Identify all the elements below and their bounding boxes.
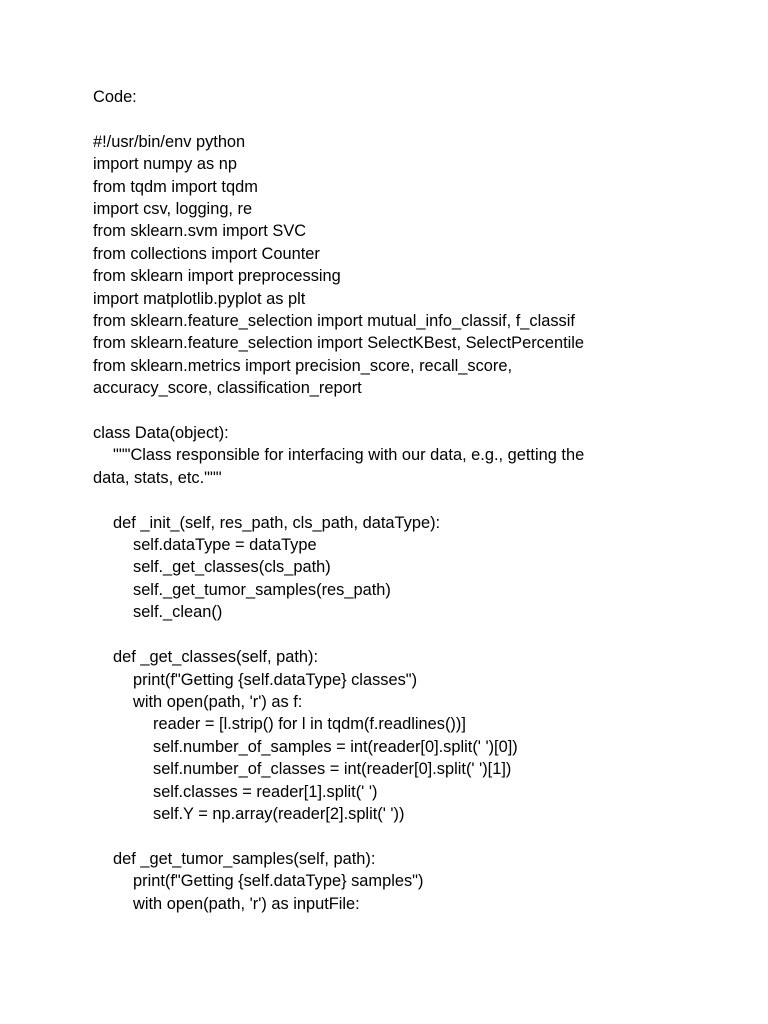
code-line: class Data(object): bbox=[93, 424, 229, 443]
code-line: from sklearn.metrics import precision_score, recall_score, bbox=[93, 356, 513, 375]
code-line: def _get_tumor_samples(self, path): bbox=[113, 849, 376, 868]
code-line: reader = [l.strip() for l in tqdm(f.readlines())] bbox=[153, 715, 466, 734]
code-line: from sklearn.svm import SVC bbox=[93, 222, 307, 241]
code-line: self.Y = np.array(reader[2].split(' ')) bbox=[153, 804, 405, 823]
code-line: import numpy as np bbox=[93, 155, 237, 174]
code-line: self._clean() bbox=[133, 603, 223, 622]
code-line: print(f"Getting {self.dataType} samples") bbox=[133, 872, 424, 891]
blank-line bbox=[93, 108, 653, 130]
blank-line bbox=[93, 400, 653, 422]
blank-line bbox=[93, 825, 653, 847]
code-line: print(f"Getting {self.dataType} classes") bbox=[133, 670, 418, 689]
code-line: """Class responsible for interfacing with our data, e.g., getting the bbox=[113, 446, 585, 465]
code-line: self.classes = reader[1].split(' ') bbox=[153, 782, 378, 801]
code-document bbox=[93, 86, 653, 915]
code-line: from sklearn.feature_selection import mutual_info_classif, f_classif bbox=[93, 312, 575, 331]
code-line: self.dataType = dataType bbox=[133, 536, 317, 555]
code-line: self._get_classes(cls_path) bbox=[133, 558, 331, 577]
code-line: def _get_classes(self, path): bbox=[113, 648, 318, 667]
code-line: with open(path, 'r') as inputFile: bbox=[133, 894, 360, 913]
blank-line bbox=[93, 489, 653, 511]
document-heading: Code: bbox=[93, 88, 137, 106]
code-line: import csv, logging, re bbox=[93, 200, 253, 219]
code-line: from collections import Counter bbox=[93, 244, 320, 263]
code-line: #!/usr/bin/env python bbox=[93, 132, 246, 151]
code-line: from sklearn.feature_selection import SelectKBest, SelectPercentile bbox=[93, 334, 585, 353]
blank-line bbox=[93, 624, 653, 646]
code-line: def _init_(self, res_path, cls_path, dataType): bbox=[113, 513, 441, 532]
code-line: from sklearn import preprocessing bbox=[93, 267, 341, 286]
code-line: accuracy_score, classification_report bbox=[93, 379, 362, 398]
code-line: from tqdm import tqdm bbox=[93, 177, 258, 196]
code-line: data, stats, etc.""" bbox=[93, 468, 222, 487]
code-line: self.number_of_classes = int(reader[0].split(' ')[1]) bbox=[153, 760, 512, 779]
code-line: self.number_of_samples = int(reader[0].split(' ')[0]) bbox=[153, 737, 518, 756]
code-line: self._get_tumor_samples(res_path) bbox=[133, 580, 391, 599]
code-line: import matplotlib.pyplot as plt bbox=[93, 289, 306, 308]
code-line: with open(path, 'r') as f: bbox=[133, 692, 303, 711]
